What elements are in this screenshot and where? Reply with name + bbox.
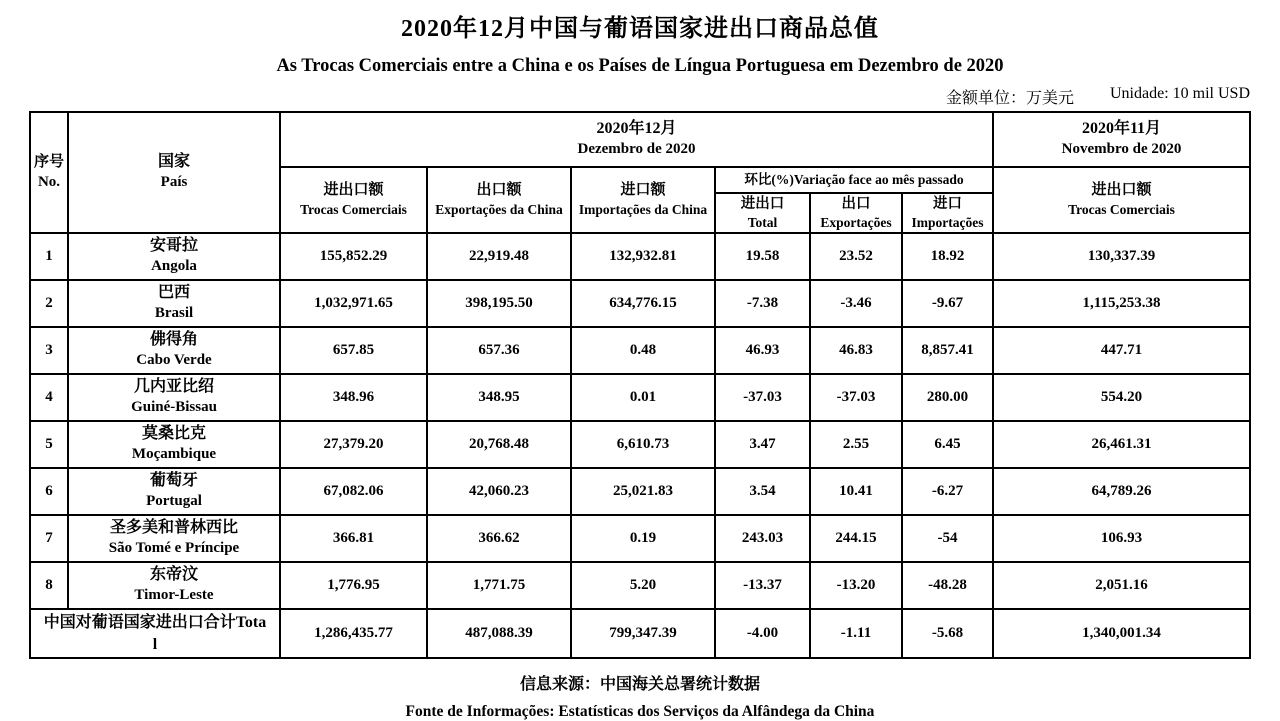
cell-trade: 67,082.06 — [280, 468, 427, 515]
cell-mom-imports: -54 — [902, 515, 993, 562]
cell-no: 1 — [30, 233, 68, 280]
cell-trade: 348.96 — [280, 374, 427, 421]
document-page — [0, 8, 1280, 719]
cell-mom-total: 3.47 — [715, 421, 810, 468]
cell-imports: 0.01 — [571, 374, 715, 421]
cell-imports: 634,776.15 — [571, 280, 715, 327]
cell-mom-total: 3.54 — [715, 468, 810, 515]
cell-exports: 20,768.48 — [427, 421, 571, 468]
total-row — [30, 609, 1250, 658]
cell-country — [68, 468, 280, 515]
col-header-exports — [427, 167, 571, 233]
col-header-no — [30, 112, 68, 233]
col-group-dec2020-zh: 2020年12月 — [596, 120, 677, 138]
cell-country — [68, 515, 280, 562]
cell-mom-exports: 46.83 — [810, 327, 902, 374]
cell-exports: 398,195.50 — [427, 280, 571, 327]
col-group-dec2020 — [280, 112, 993, 167]
cell-country — [68, 374, 280, 421]
country-name-pt: São Tomé e Príncipe — [108, 540, 240, 557]
cell-imports: 132,932.81 — [571, 233, 715, 280]
cell-country — [68, 327, 280, 374]
col-group-mom — [715, 167, 993, 193]
unit-line — [30, 85, 1250, 108]
country-name-zh: 佛得角 — [149, 331, 198, 349]
col-group-mom-zh: 环比(%) — [744, 172, 794, 188]
col-header-mom-imports — [902, 193, 993, 233]
cell-trade: 1,286,435.77 — [280, 609, 427, 658]
col-header-imports — [571, 167, 715, 233]
cell-no: 3 — [30, 327, 68, 374]
country-name-pt: Moçambique — [131, 446, 217, 463]
col-header-imports-zh: 进口额 — [620, 182, 666, 199]
cell-trade: 657.85 — [280, 327, 427, 374]
cell-no: 2 — [30, 280, 68, 327]
country-name-zh: 莫桑比克 — [141, 425, 206, 443]
cell-exports: 22,919.48 — [427, 233, 571, 280]
col-header-imports-pt: Importações da China — [578, 201, 708, 217]
cell-trade: 366.81 — [280, 515, 427, 562]
cell-nov-trade: 26,461.31 — [993, 421, 1250, 468]
trade-table — [29, 111, 1251, 659]
cell-mom-imports: 8,857.41 — [902, 327, 993, 374]
table-row — [30, 374, 1250, 421]
cell-mom-exports: 244.15 — [810, 515, 902, 562]
col-header-exports-pt: Exportações da China — [435, 201, 563, 217]
country-name-pt: Brasil — [154, 305, 194, 322]
cell-mom-imports: -9.67 — [902, 280, 993, 327]
country-name-pt: Angola — [151, 258, 197, 275]
source-note-pt: Fonte de Informações: Estatísticas dos Serviços da Alfândega da China — [405, 703, 875, 720]
cell-nov-trade: 130,337.39 — [993, 233, 1250, 280]
table-row — [30, 280, 1250, 327]
table-row — [30, 468, 1250, 515]
cell-mom-imports: -5.68 — [902, 609, 993, 658]
cell-country — [68, 233, 280, 280]
col-header-no-zh: 序号 — [33, 154, 64, 170]
country-name-zh: 葡萄牙 — [149, 472, 198, 490]
cell-mom-exports: 23.52 — [810, 233, 902, 280]
country-name-pt: Cabo Verde — [136, 352, 212, 369]
cell-exports: 657.36 — [427, 327, 571, 374]
cell-no: 6 — [30, 468, 68, 515]
cell-mom-exports: -13.20 — [810, 562, 902, 609]
col-header-trade — [280, 167, 427, 233]
cell-mom-exports: -37.03 — [810, 374, 902, 421]
page-subtitle: As Trocas Comerciais entre a China e os Países de Língua Portuguesa em Dezembro de 2020 — [276, 56, 1004, 76]
cell-mom-total: -4.00 — [715, 609, 810, 658]
cell-mom-imports: -48.28 — [902, 562, 993, 609]
cell-mom-exports: -3.46 — [810, 280, 902, 327]
cell-exports: 42,060.23 — [427, 468, 571, 515]
cell-imports: 0.19 — [571, 515, 715, 562]
table-row — [30, 327, 1250, 374]
cell-mom-total: -13.37 — [715, 562, 810, 609]
cell-trade: 27,379.20 — [280, 421, 427, 468]
cell-mom-total: 19.58 — [715, 233, 810, 280]
col-group-mom-pt: Variação face ao mês passado — [793, 172, 964, 188]
col-group-nov2020-pt: Novembro de 2020 — [1061, 141, 1182, 158]
col-header-mom-imports-zh: 进口 — [933, 195, 962, 212]
col-header-mom-imports-pt: Importações — [911, 214, 984, 230]
col-header-mom-exports-zh: 出口 — [841, 195, 871, 212]
col-header-country-pt: País — [160, 174, 188, 191]
col-header-mom-exports — [810, 193, 902, 233]
unit-label-zh: 金额单位：万美元 — [945, 90, 1074, 107]
col-header-trade-pt: Trocas Comerciais — [300, 201, 407, 217]
cell-exports: 487,088.39 — [427, 609, 571, 658]
cell-mom-total: 243.03 — [715, 515, 810, 562]
cell-mom-exports: 10.41 — [810, 468, 902, 515]
col-header-nov-trade-zh: 进出口额 — [1091, 182, 1152, 199]
col-header-nov-trade — [993, 167, 1250, 233]
col-header-mom-exports-pt: Exportações — [820, 214, 892, 230]
col-header-trade-zh: 进出口额 — [323, 182, 384, 199]
cell-mom-imports: 18.92 — [902, 233, 993, 280]
cell-nov-trade: 106.93 — [993, 515, 1250, 562]
cell-nov-trade: 1,340,001.34 — [993, 609, 1250, 658]
country-name-zh: 安哥拉 — [149, 237, 198, 255]
col-header-nov-trade-pt: Trocas Comerciais — [1068, 201, 1175, 217]
country-name-zh: 圣多美和普林西比 — [109, 519, 238, 537]
table-row — [30, 233, 1250, 280]
cell-exports: 348.95 — [427, 374, 571, 421]
cell-country — [68, 421, 280, 468]
country-name-zh: 东帝汶 — [149, 566, 198, 584]
cell-mom-exports: 2.55 — [810, 421, 902, 468]
cell-mom-total: -7.38 — [715, 280, 810, 327]
country-name-pt: Timor-Leste — [134, 587, 214, 604]
cell-country — [68, 562, 280, 609]
col-header-exports-zh: 出口额 — [476, 182, 522, 199]
cell-mom-imports: 6.45 — [902, 421, 993, 468]
cell-no: 5 — [30, 421, 68, 468]
total-label: 中国对葡语国家进出口合计Total — [30, 609, 280, 658]
cell-mom-imports: -6.27 — [902, 468, 993, 515]
cell-country — [68, 280, 280, 327]
cell-trade: 1,032,971.65 — [280, 280, 427, 327]
col-header-mom-total-pt: Total — [747, 214, 778, 230]
cell-imports: 0.48 — [571, 327, 715, 374]
cell-mom-total: 46.93 — [715, 327, 810, 374]
page-title: 2020年12月中国与葡语国家进出口商品总值 — [401, 16, 879, 42]
cell-no: 8 — [30, 562, 68, 609]
cell-no: 7 — [30, 515, 68, 562]
country-name-pt: Guiné-Bissau — [131, 399, 217, 416]
cell-mom-exports: -1.11 — [810, 609, 902, 658]
col-group-dec2020-pt: Dezembro de 2020 — [577, 141, 696, 158]
cell-nov-trade: 2,051.16 — [993, 562, 1250, 609]
col-group-nov2020 — [993, 112, 1250, 167]
cell-trade: 155,852.29 — [280, 233, 427, 280]
col-header-mom-total — [715, 193, 810, 233]
cell-mom-total: -37.03 — [715, 374, 810, 421]
cell-mom-imports: 280.00 — [902, 374, 993, 421]
col-header-no-pt: No. — [37, 173, 61, 190]
cell-imports: 5.20 — [571, 562, 715, 609]
cell-imports: 6,610.73 — [571, 421, 715, 468]
cell-trade: 1,776.95 — [280, 562, 427, 609]
col-header-mom-total-zh: 进出口 — [740, 195, 785, 212]
cell-no: 4 — [30, 374, 68, 421]
col-group-nov2020-zh: 2020年11月 — [1081, 120, 1162, 138]
cell-nov-trade: 1,115,253.38 — [993, 280, 1250, 327]
table-row — [30, 515, 1250, 562]
col-header-country-zh: 国家 — [157, 153, 190, 171]
unit-label-pt: Unidade: 10 mil USD — [1110, 85, 1250, 102]
country-name-pt: Portugal — [146, 493, 202, 510]
cell-nov-trade: 64,789.26 — [993, 468, 1250, 515]
cell-exports: 1,771.75 — [427, 562, 571, 609]
cell-nov-trade: 554.20 — [993, 374, 1250, 421]
country-name-zh: 几内亚比绍 — [133, 378, 214, 396]
col-header-country — [68, 112, 280, 233]
cell-nov-trade: 447.71 — [993, 327, 1250, 374]
country-name-zh: 巴西 — [157, 284, 190, 302]
cell-exports: 366.62 — [427, 515, 571, 562]
table-row — [30, 562, 1250, 609]
cell-imports: 25,021.83 — [571, 468, 715, 515]
table-row — [30, 421, 1250, 468]
source-note-zh: 信息来源：中国海关总署统计数据 — [519, 676, 760, 693]
cell-imports: 799,347.39 — [571, 609, 715, 658]
